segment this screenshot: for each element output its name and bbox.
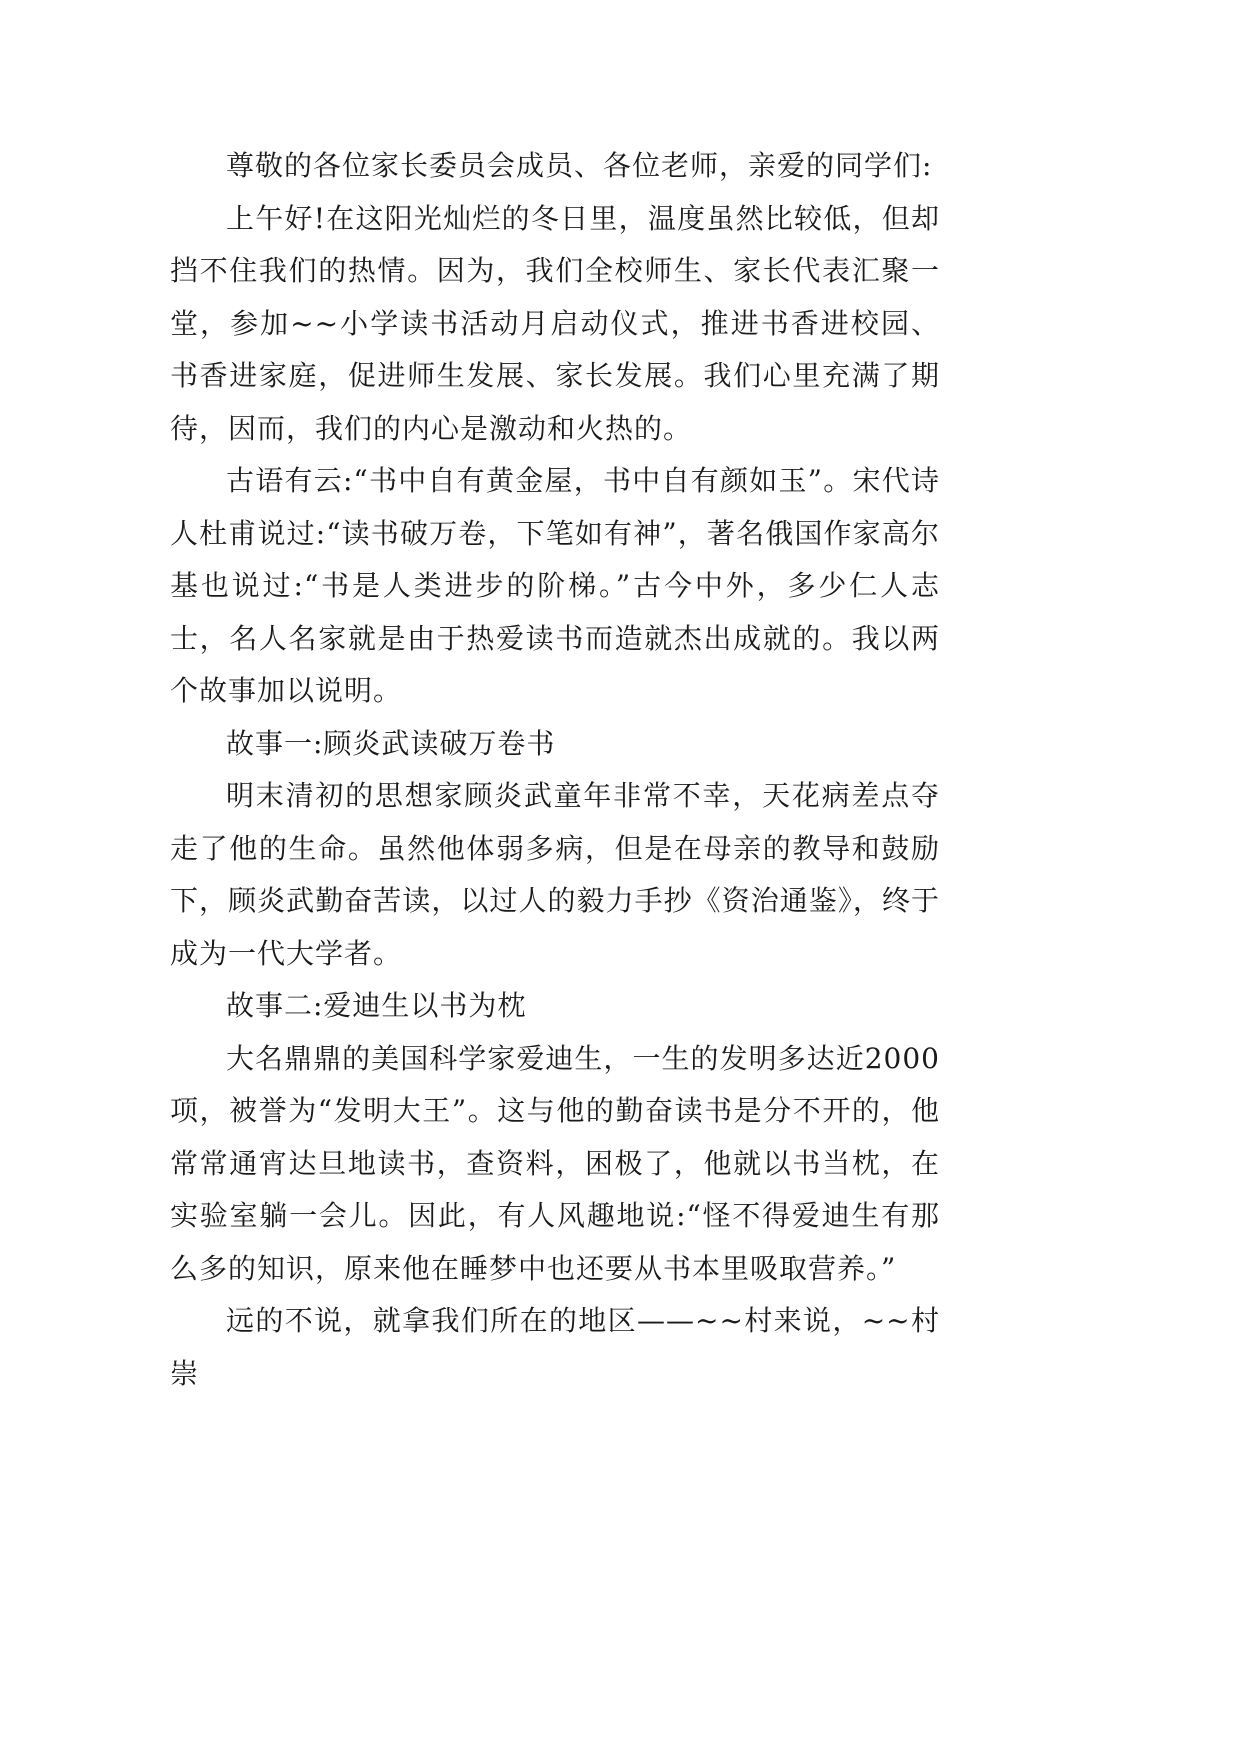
greeting-paragraph: 尊敬的各位家长委员会成员、各位老师，亲爱的同学们: — [226, 149, 933, 182]
closing-paragraph: 远的不说，就拿我们所在的地区——~~村来说，~~村崇 — [170, 1304, 940, 1390]
opening-paragraph: 上午好!在这阳光灿烂的冬日里，温度虽然比较低，但却挡不住我们的热情。因为，我们全校师生、家长代表汇聚一堂，参加~~小学读书活动月启动仪式，推进书香进校园、书香进家庭，促进师生发展、家长发展。我们心里充满了期待，因而，我们的内心是激动和火热的。 — [170, 201, 940, 445]
story-one-heading: 故事一:顾炎武读破万卷书 — [226, 726, 556, 760]
story-two-paragraph: 大名鼎鼎的美国科学家爱迪生，一生的发明多达近2000项，被誉为“发明大王”。这与他的勤奋读书是分不开的，他常常通宵达旦地读书，查资料，困极了，他就以书当枕，在实验室躺一会儿。因此，有人风趣地说:“怪不得爱迪生有那么多的知识，原来他在睡梦中也还要从书本里吸取营养。” — [170, 1041, 940, 1285]
quotes-paragraph: 古语有云:“书中自有黄金屋，书中自有颜如玉”。宋代诗人杜甫说过:“读书破万卷，下笔如有神”，著名俄国作家高尔基也说过:“书是人类进步的阶梯。”古今中外，多少仁人志士，名人名家就是由于热爱读书而造就杰出成就的。我以两个故事加以说明。 — [170, 464, 940, 707]
document-body — [170, 140, 940, 1400]
story-one-paragraph: 明末清初的思想家顾炎武童年非常不幸，天花病差点夺走了他的生命。虽然他体弱多病，但是在母亲的教导和鼓励下，顾炎武勤奋苦读，以过人的毅力手抄《资治通鉴》，终于成为一代大学者。 — [170, 779, 940, 970]
story-two-heading: 故事二:爱迪生以书为枕 — [226, 989, 527, 1022]
